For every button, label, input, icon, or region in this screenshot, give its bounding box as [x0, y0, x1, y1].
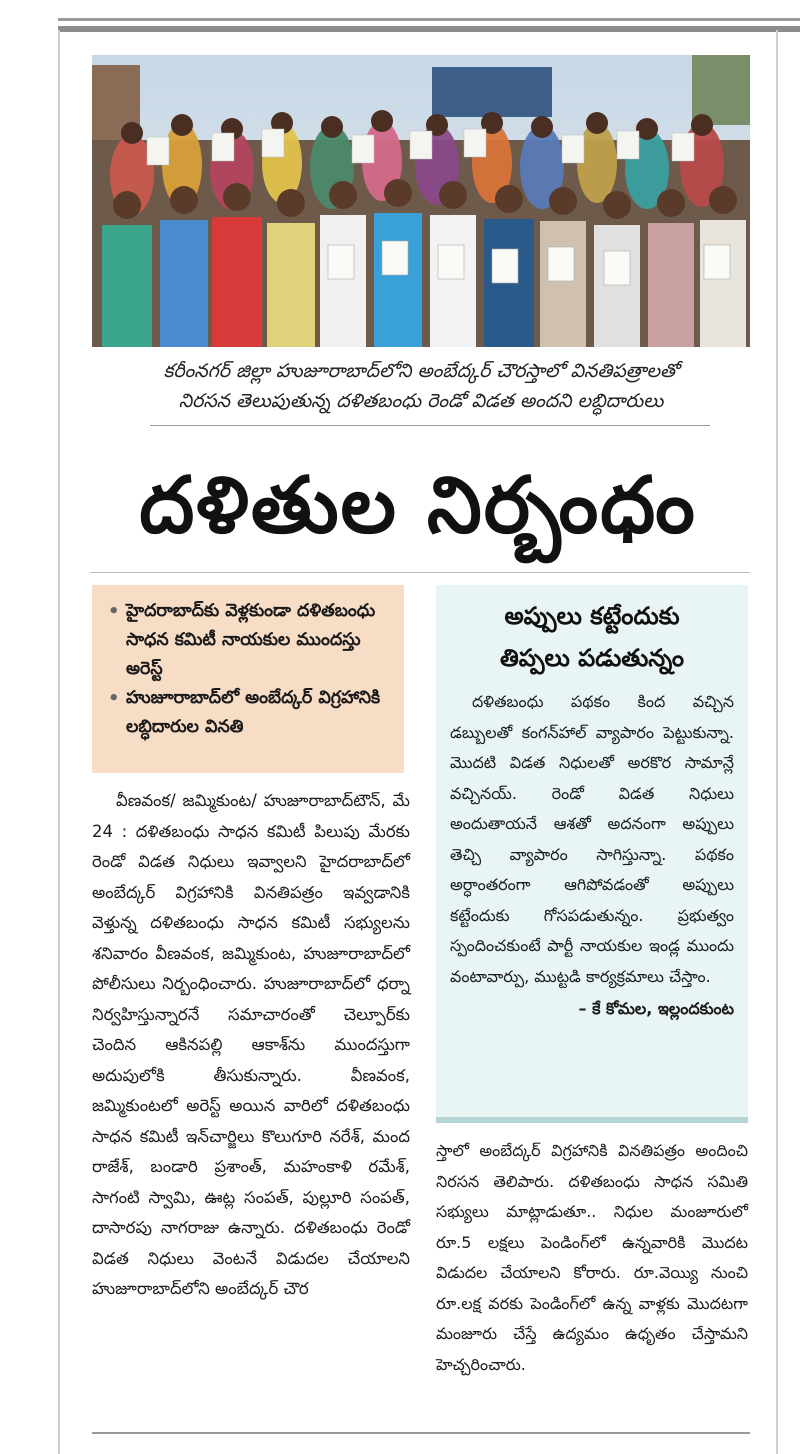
caption-line-2: నిరసన తెలుపుతున్న దళితబంధు రెండో విడత అందని లబ్ధిదారులు [178, 390, 664, 412]
page-right-edge [776, 30, 778, 1454]
article-body-right: స్తాలో అంబేద్కర్ విగ్రహానికి వినతిపత్రం అందించి నిరసన తెలిపారు. దళితబంధు సాధన సమితి సభ్యులు మాట్లాడుతూ.. నిధుల మంజూరులో రూ.5 లక్షలు పెండింగ్‌లో ఉన్నవారికి మొదట విడుదల చేయాలని కోరారు. రూ.వెయ్యి నుంచి రూ.లక్ష వరకు పెండింగ్‌లో ఉన్న వాళ్లకు మొదటగా మంజూరు చేస్తే ఉద్యమం ఉధృతం చేస్తామని హెచ్చరించారు. [436, 1141, 748, 1374]
page-left-edge [58, 30, 60, 1454]
top-rule-thick [58, 26, 800, 32]
protest-photo-illustration [92, 55, 750, 347]
sidebar-title-line-1: అప్పులు కట్టేందుకు [504, 602, 680, 630]
caption-divider [150, 425, 710, 426]
photo-caption [92, 356, 750, 416]
top-rule [58, 18, 800, 21]
sidebar-title-line-2: తిప్పలు పడుతున్నం [499, 644, 685, 672]
headline: దళితుల నిర్బంధం [139, 460, 697, 551]
sidebar-signature: – కే కోమల, ఇల్లందకుంట [578, 999, 734, 1018]
protest-photo [92, 55, 750, 347]
sidebar-quote: దళితబంధు పథకం కింద వచ్చిన డబ్బులతో కంగన్‌హాల్ వ్యాపారం పెట్టుకున్నా. మొదటి విడత నిధులతో అరకొర సామాన్లే వచ్చినయ్. రెండో విడత నిధులు అందుతాయనే ఆశతో అదనంగా అప్పులు తెచ్చి వ్యాపారం సాగిస్తున్నా. పథకం అర్ధాంతరంగా ఆగిపోవడంతో అప్పులు కట్టేందుకు గోసపడుతున్నం. ప్రభుత్వం స్పందించకుంటే పార్టీ నాయకుల ఇండ్ల ముందు వంటావార్పు, ముట్టడి కార్యక్రమాలు చేస్తాం. [450, 692, 734, 986]
sidebar-body [450, 687, 734, 992]
sidebar-bottom-bar [436, 1117, 748, 1123]
headline-divider [90, 572, 750, 573]
article-left-column [92, 786, 410, 1305]
highlights-box [92, 585, 404, 773]
highlight-item: • హైదరాబాద్‌కు వెళ్లకుండా దళితబంధు సాధన కమిటీ నాయకుల ముందస్తు అరెస్ట్ [104, 597, 394, 684]
article-right-column [436, 1136, 748, 1380]
quote-sidebar [436, 585, 748, 1123]
caption-line-1: కరీంనగర్ జిల్లా హుజూరాబాద్‌లోని అంబేద్కర్ చౌరస్తాలో వినతిపత్రాలతో [163, 360, 679, 382]
sidebar-title [450, 595, 734, 679]
article-body-left: వీణవంక/ జమ్మికుంట/ హుజూరాబాద్‌టౌన్, మే 24 : దళితబంధు సాధన కమిటీ పిలుపు మేరకు రెండో విడత నిధులు ఇవ్వాలని హైదరాబాద్‌లో అంబేద్కర్ విగ్రహానికి వినతిపత్రం ఇవ్వడానికి వెళ్తున్న దళితబంధు సాధన కమిటీ సభ్యులను శనివారం వీణవంక, జమ్మికుంట, హుజూరాబాద్‌లో పోలీసులు నిర్బంధించారు. హుజూరాబాద్‌లో ధర్నా నిర్వహిస్తున్నారనే సమాచారంతో చెల్పూర్‌కు చెందిన ఆకినపల్లి ఆకాశ్‌ను ముందస్తుగా అదుపులోకి తీసుకున్నారు. వీణవంక, జమ్మికుంటలో అరెస్ట్ అయిన వారిలో దళితబంధు సాధన కమిటీ ఇన్‌చార్జిలు కొలుగూరి నరేశ్, మంద రాజేశ్, బండారి ప్రశాంత్, మహంకాళి రమేశ్, సాగంటి స్వామి, ఊట్ల సంపత్, పుల్లూరి సంపత్, దాసారపు నాగరాజు ఉన్నారు. దళితబంధు రెండో విడత నిధులు వెంటనే విడుదల చేయాలని హుజూరాబాద్‌లోని అంబేద్కర్ చౌర [92, 791, 410, 1298]
bottom-rule [92, 1432, 750, 1434]
highlight-item: • హుజూరాబాద్‌లో అంబేద్కర్ విగ్రహానికి లబ్ధిదారుల వినతి [104, 684, 394, 742]
